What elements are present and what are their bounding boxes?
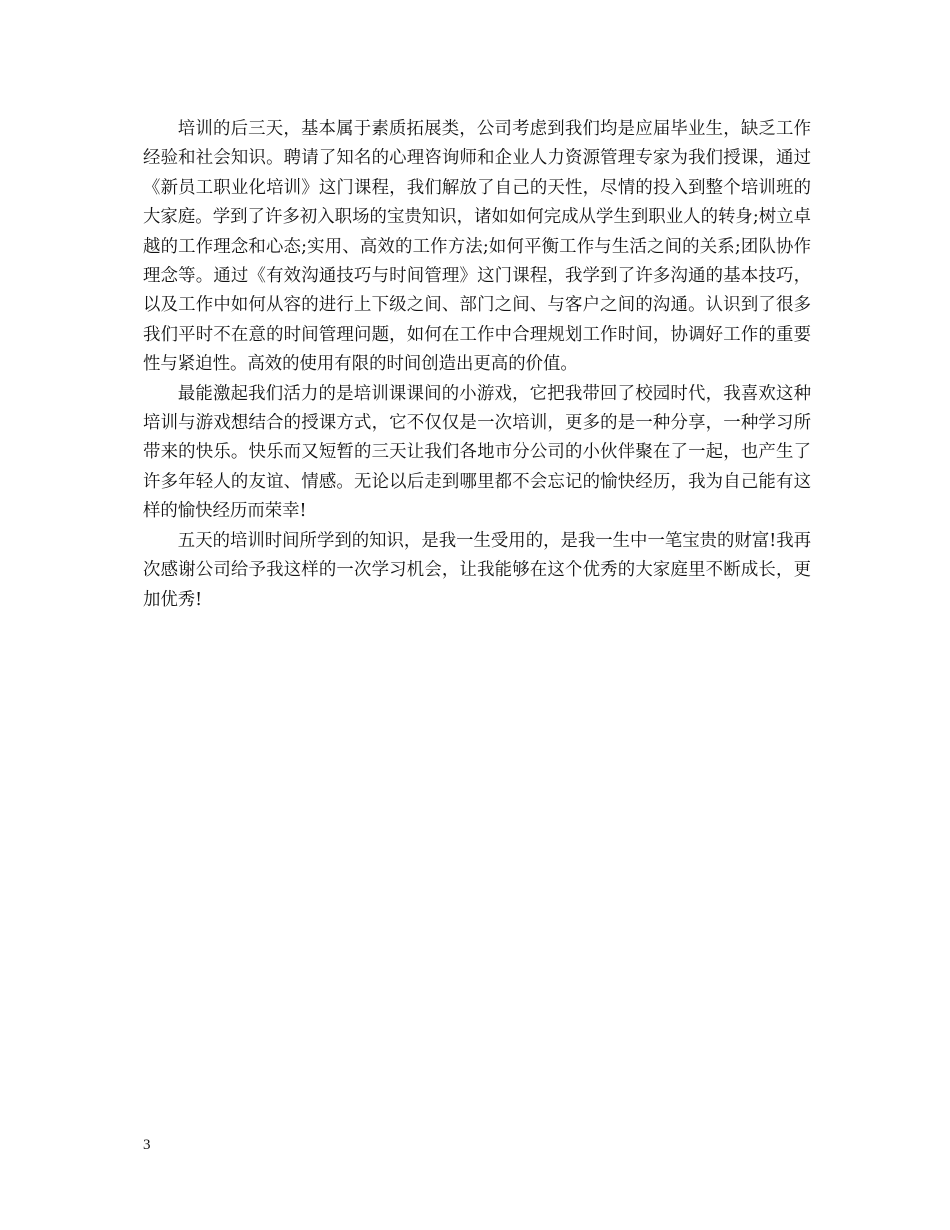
paragraph-3: 五天的培训时间所学到的知识，是我一生受用的，是我一生中一笔宝贵的财富!我再次感谢公司给予我这样的一次学习机会，让我能够在这个优秀的大家庭里不断成长，更加优秀! — [143, 530, 811, 610]
paragraph-1: 培训的后三天，基本属于素质拓展类，公司考虑到我们均是应届毕业生，缺乏工作经验和社会知识。聘请了知名的心理咨询师和企业人力资源管理专家为我们授课，通过《新员工职业化培训》这门课程，我们解放了自己的天性，尽情的投入到整个培训班的大家庭。学到了许多初入职场的宝贵知识，诸如如何完成从学生到职业人的转身;树立卓越的工作理念和心态;实用、高效的工作方法;如何平衡工作与生活之间的关系;团队协作理念等。通过《有效沟通技巧与时间管理》这门课程，我学到了许多沟通的基本技巧，以及工作中如何从容的进行上下级之间、部门之间、与客户之间的沟通。认识到了很多我们平时不在意的时间管理问题，如何在工作中合理规划工作时间，协调好工作的重要性与紧迫性。高效的使用有限的时间创造出更高的价值。 — [143, 119, 811, 375]
page-number: 3 — [143, 1137, 151, 1153]
body-text — [143, 115, 811, 615]
paragraph-2: 最能激起我们活力的是培训课课间的小游戏，它把我带回了校园时代，我喜欢这种培训与游戏想结合的授课方式，它不仅仅是一次培训，更多的是一种分享，一种学习所带来的快乐。快乐而又短暂的三天让我们各地市分公司的小伙伴聚在了一起，也产生了许多年轻人的友谊、情感。无论以后走到哪里都不会忘记的愉快经历，我为自己能有这样的愉快经历而荣幸! — [143, 383, 811, 522]
